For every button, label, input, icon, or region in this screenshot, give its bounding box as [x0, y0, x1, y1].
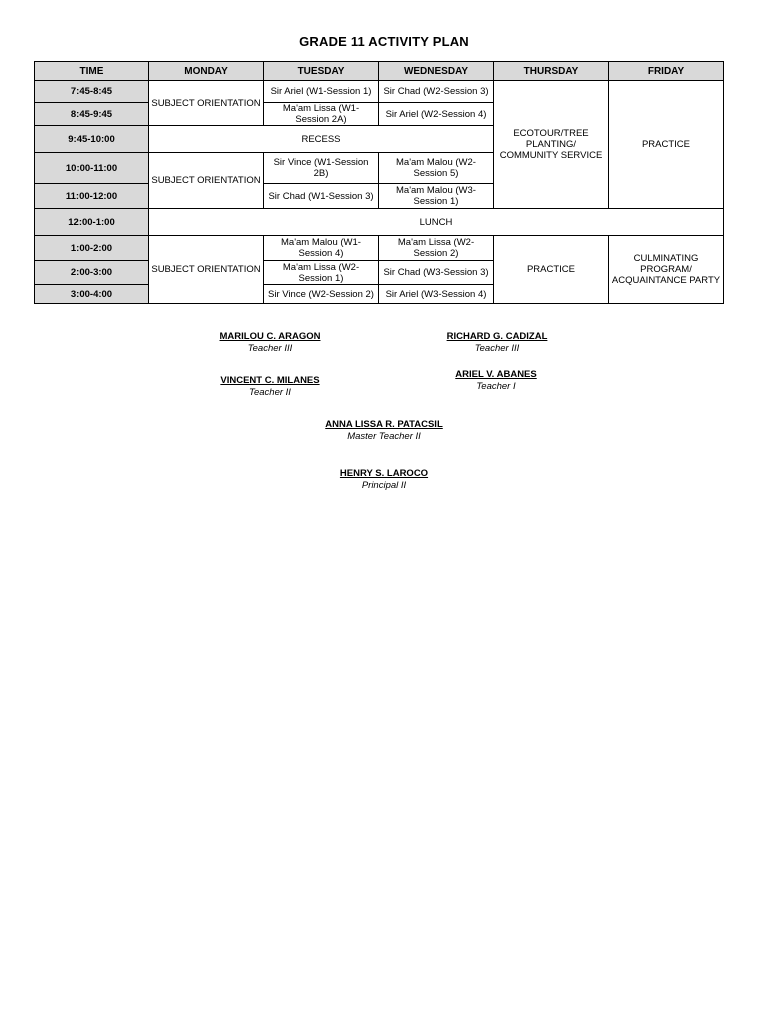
signatory-position: Teacher III	[474, 343, 520, 354]
time-cell: 9:45-10:00	[35, 126, 149, 153]
signatory-name: VINCENT C. MILANES	[220, 375, 320, 386]
signatory-position: Teacher III	[247, 343, 293, 354]
lunch-cell: LUNCH	[149, 209, 724, 236]
monday-cell: SUBJECT ORIENTATION	[149, 236, 264, 304]
signatory-name: ARIEL V. ABANES	[455, 369, 537, 380]
header-friday: FRIDAY	[609, 62, 724, 81]
friday-cell: CULMINATING PROGRAM/ ACQUAINTANCE PARTY	[609, 236, 724, 304]
time-cell: 3:00-4:00	[35, 285, 149, 304]
recess-cell: RECESS	[149, 126, 494, 153]
tuesday-cell: Sir Vince (W2-Session 2)	[264, 285, 379, 304]
signatory-block	[284, 468, 484, 491]
signatory-name: MARILOU C. ARAGON	[219, 331, 321, 342]
signatory-position: Principal II	[361, 480, 407, 491]
time-cell: 10:00-11:00	[35, 153, 149, 184]
signatory-name: HENRY S. LAROCO	[339, 468, 429, 479]
header-thursday: THURSDAY	[494, 62, 609, 81]
wednesday-cell: Sir Ariel (W2-Session 4)	[379, 103, 494, 126]
signatory-position: Teacher I	[476, 381, 516, 392]
table-row	[35, 209, 724, 236]
signatory-position: Master Teacher II	[347, 431, 421, 442]
time-cell: 8:45-9:45	[35, 103, 149, 126]
signatory-name: RICHARD G. CADIZAL	[446, 331, 548, 342]
wednesday-cell: Ma'am Lissa (W2-Session 2)	[379, 236, 494, 261]
wednesday-cell: Sir Ariel (W3-Session 4)	[379, 285, 494, 304]
header-monday: MONDAY	[149, 62, 264, 81]
tuesday-cell: Sir Ariel (W1-Session 1)	[264, 81, 379, 103]
table-header-row	[35, 62, 724, 81]
time-cell: 12:00-1:00	[35, 209, 149, 236]
time-cell: 2:00-3:00	[35, 261, 149, 285]
table-row	[35, 236, 724, 261]
thursday-cell: PRACTICE	[494, 236, 609, 304]
tuesday-cell: Sir Chad (W1-Session 3)	[264, 184, 379, 209]
time-cell: 7:45-8:45	[35, 81, 149, 103]
wednesday-cell: Sir Chad (W2-Session 3)	[379, 81, 494, 103]
tuesday-cell: Ma'am Lissa (W1-Session 2A)	[264, 103, 379, 126]
header-wednesday: WEDNESDAY	[379, 62, 494, 81]
monday-cell: SUBJECT ORIENTATION	[149, 153, 264, 209]
signatory-name: ANNA LISSA R. PATACSIL	[325, 419, 443, 430]
monday-cell: SUBJECT ORIENTATION	[149, 81, 264, 126]
signatory-position: Teacher II	[249, 387, 291, 398]
wednesday-cell: Ma'am Malou (W2-Session 5)	[379, 153, 494, 184]
wednesday-cell: Ma'am Malou (W3-Session 1)	[379, 184, 494, 209]
signatory-block	[284, 419, 484, 442]
table-row	[35, 81, 724, 103]
tuesday-cell: Ma'am Malou (W1-Session 4)	[264, 236, 379, 261]
signatory-block	[170, 331, 370, 354]
tuesday-cell: Ma'am Lissa (W2-Session 1)	[264, 261, 379, 285]
time-cell: 11:00-12:00	[35, 184, 149, 209]
signatory-block	[396, 369, 596, 392]
friday-cell: PRACTICE	[609, 81, 724, 209]
tuesday-cell: Sir Vince (W1-Session 2B)	[264, 153, 379, 184]
thursday-cell: ECOTOUR/TREE PLANTING/ COMMUNITY SERVICE	[494, 81, 609, 209]
header-time: TIME	[35, 62, 149, 81]
signatory-block	[397, 331, 597, 354]
activity-plan-table	[34, 61, 724, 304]
header-tuesday: TUESDAY	[264, 62, 379, 81]
document-title: GRADE 11 ACTIVITY PLAN	[299, 34, 469, 49]
signatory-block	[170, 375, 370, 398]
time-cell: 1:00-2:00	[35, 236, 149, 261]
wednesday-cell: Sir Chad (W3-Session 3)	[379, 261, 494, 285]
